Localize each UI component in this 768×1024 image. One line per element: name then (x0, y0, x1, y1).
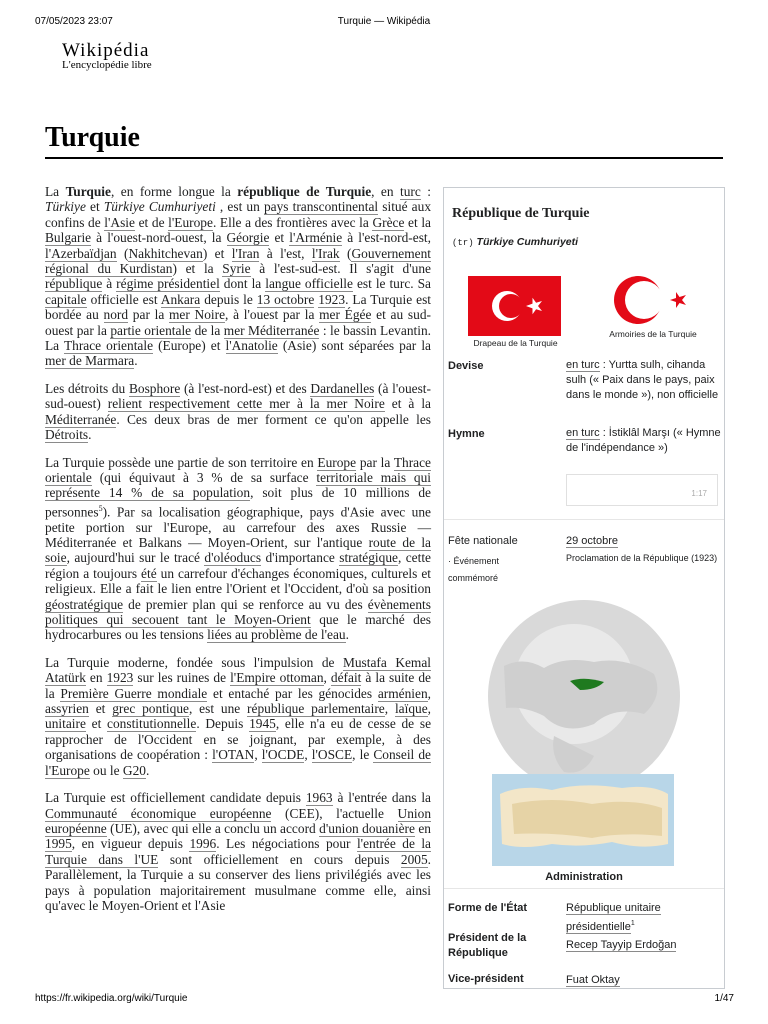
article-link[interactable]: Thrace orientale (45, 454, 431, 485)
article-text: en (414, 820, 431, 836)
article-text: ) et la (172, 261, 223, 277)
article-text: à (102, 276, 117, 292)
article-link[interactable]: Europe (317, 454, 357, 470)
article-text: . Parallèlement, la Turquie a su conserver des liens privilégiés avec les pays à population majoritairement musulmane comme elle, ainsi qu'avec le Moyen-Orient et l'Asie (45, 851, 432, 913)
article-link[interactable]: 1995 (45, 836, 72, 852)
article-link[interactable]: géostratégique (45, 596, 124, 612)
article-text: ou le (89, 762, 123, 778)
fete-value (566, 534, 722, 549)
hymne-value (566, 426, 722, 456)
article-text: (Asie) sont séparées par la (277, 338, 431, 354)
article-link[interactable]: d'oléoducs (204, 550, 262, 566)
article-link[interactable]: été (141, 565, 157, 581)
article-link[interactable]: Union européenne (45, 805, 432, 836)
article-link[interactable]: Communauté économique européenne (45, 805, 272, 821)
article-link[interactable]: l'OTAN (212, 747, 255, 763)
article-link[interactable]: constitutionnelle (107, 716, 197, 732)
president-link[interactable]: Recep Tayyip Erdoğan (566, 939, 677, 951)
forme-label: Forme de l'État (448, 902, 528, 914)
infobox-native-name (452, 236, 578, 248)
article-link[interactable]: l'Empire ottoman (230, 670, 324, 686)
article-link[interactable]: république (45, 276, 103, 292)
article-link[interactable]: 2005 (400, 851, 428, 867)
language-code[interactable]: (tr) (452, 238, 474, 248)
article-text: Türkiye Cumhuriyeti (103, 199, 216, 215)
article-link[interactable]: république parlementaire (247, 701, 385, 717)
article-link[interactable]: évènements politiques qui secouent tant le (45, 596, 431, 628)
article-link[interactable]: Géorgie (226, 230, 270, 246)
article-link[interactable]: Détroits (45, 427, 89, 443)
article-text: un carrefour d'échanges économiques, culturels et religieux. Elle a fait le lien entre l'Orient et l'Occident, d'où sa position (45, 565, 431, 597)
evenement-value: Proclamation de la République (1923) (566, 553, 718, 563)
article-text: , en vigueur depuis (71, 836, 190, 852)
article-text: d'importance (261, 550, 340, 566)
article-link[interactable]: pays transcontinental (263, 199, 379, 215)
article-link[interactable]: mer Égée (319, 307, 372, 323)
forme-footnote[interactable]: 1 (630, 920, 635, 927)
article-link[interactable]: Grèce (372, 214, 405, 230)
anthem-audio-player[interactable] (566, 474, 718, 506)
article-link[interactable]: Nakhitchevan (128, 245, 203, 261)
page-title: Turquie (45, 119, 723, 159)
article-text: en (85, 670, 107, 686)
article-link[interactable]: 1923 (106, 670, 134, 686)
vp-link[interactable]: Fuat Oktay (566, 974, 620, 986)
article-text: . Depuis (196, 716, 250, 732)
article-link[interactable]: route de la soie (45, 535, 431, 566)
article-link[interactable]: défait (330, 670, 362, 686)
article-link[interactable]: Méditerranée (45, 411, 117, 427)
article-text: . La Turquie est bordée au (45, 291, 432, 323)
article-link[interactable]: l'entrée de la Turquie dans l'UE (45, 836, 431, 867)
article-text: de la (191, 322, 224, 338)
article-text: , en forme longue la (110, 184, 238, 199)
article-link[interactable]: G20 (122, 762, 146, 778)
article-link[interactable]: 1963 (305, 790, 333, 806)
article-text: , (304, 747, 312, 763)
article-text: (qui équivaut à 3 % de sa surface (91, 469, 317, 485)
article-link[interactable]: capitale (45, 291, 87, 307)
article-link[interactable]: 1923 (318, 291, 346, 307)
article-text: , (254, 747, 262, 763)
wikipedia-tagline: L'encyclopédie libre (62, 59, 152, 71)
article-text: et la (404, 214, 431, 230)
article-text: depuis le (200, 291, 257, 307)
article-link[interactable]: Première Guerre mondiale (60, 685, 208, 701)
president-value (566, 938, 722, 953)
article-text: . (88, 427, 92, 443)
article-link[interactable]: 1945 (249, 716, 276, 732)
article-text: à l'entrée dans la (332, 790, 431, 806)
article-text: (à l'ouest-sud-ouest) (45, 380, 431, 412)
forme-link[interactable]: République unitaire présidentielle (566, 902, 661, 933)
article-link[interactable]: l'Iran (231, 245, 260, 261)
article-text: et à la (384, 396, 431, 412)
article-paragraph (45, 655, 431, 778)
hymne-text: : İstiklâl Marşı (« Hymne de l'indépendance ») (566, 427, 721, 454)
article-text: et de (134, 214, 169, 230)
article-link[interactable]: Bosphore (128, 380, 181, 396)
article-link[interactable]: Ankara (160, 291, 201, 307)
article-text: ( (116, 245, 129, 261)
article-text: , elle n'a eu de cesse de se rapprocher de l'Occident en se joignant, par exemple, à des organisations de coopération : (45, 716, 432, 763)
print-doc-title: Turquie — Wikipédia (337, 16, 431, 27)
article-text: , (384, 701, 395, 717)
arms-caption[interactable]: Armoiries de la Turquie (609, 329, 697, 339)
article-text: ) et (202, 245, 232, 261)
article-link[interactable]: liées au problème de l'eau (207, 627, 346, 643)
article-link[interactable]: 13 octobre (256, 291, 315, 307)
article-text: . Ces deux bras de mer forment ce qu'on appelle les (116, 411, 431, 427)
hymne-lang-link[interactable]: en turc (566, 427, 600, 439)
article-text: . Les négociations pour (216, 836, 357, 852)
article-text: à l'est, (259, 245, 312, 261)
article-text: ( (339, 245, 352, 261)
article-paragraph (45, 455, 431, 643)
devise-label: Devise (448, 360, 484, 372)
article-body (45, 184, 431, 925)
article-text: Türkiye (45, 199, 86, 215)
article-text: La Turquie est officiellement candidate depuis (45, 790, 306, 806)
article-link[interactable]: Mustafa Kemal Atatürk (45, 654, 432, 686)
article-link[interactable]: mer de Marmara (45, 353, 135, 369)
article-text: , à l'ouest par la (225, 307, 320, 323)
print-url: https://fr.wikipedia.org/wiki/Turquie (35, 993, 188, 1004)
article-text: , aujourd'hui sur le tracé (66, 550, 205, 566)
footnote-ref[interactable]: 5 (98, 503, 103, 513)
article-paragraph (45, 184, 431, 369)
article-text: que le marché des hydrocarbures ou les tensions (45, 612, 432, 643)
article-link[interactable]: l'OSCE (311, 747, 353, 763)
forme-value (566, 901, 722, 935)
article-link[interactable]: Syrie (222, 261, 251, 277)
audio-duration: 1:17 (691, 489, 707, 498)
flag-caption[interactable]: Drapeau de la Turquie (473, 338, 558, 348)
article-text: , (323, 670, 331, 686)
article-link[interactable]: Moyen-Orient (234, 612, 311, 628)
article-paragraph (45, 790, 431, 913)
article-link[interactable]: langue officielle (265, 276, 353, 292)
article-text: : (420, 184, 431, 199)
article-text: , cette région a toujours (45, 550, 431, 581)
article-link[interactable]: l'Europe (168, 214, 213, 230)
article-link[interactable]: nord (103, 307, 129, 323)
article-text: à l'est-sud-est. Il s'agit d'une (250, 261, 431, 277)
article-link[interactable]: Conseil de l'Europe (45, 747, 431, 778)
article-text: et entaché par les génocides (207, 685, 378, 701)
article-text: à l'ouest-nord-ouest, la (91, 230, 227, 246)
vp-label: Vice-président (448, 973, 524, 985)
article-link[interactable]: l'OCDE (261, 747, 305, 763)
article-text: Les détroits du (45, 380, 129, 396)
article-link[interactable]: unitaire (45, 716, 86, 732)
president-label: Président de la République (448, 932, 527, 959)
article-text: par la (128, 307, 170, 323)
article-text: et (269, 230, 290, 246)
article-text: et (85, 199, 104, 215)
article-link[interactable]: stratégique (339, 550, 398, 566)
article-link[interactable]: relient respectivement cette mer à la mer Noire (107, 396, 385, 412)
article-text: (à l'est-nord-est) et des (180, 380, 311, 396)
article-link[interactable]: arménien (377, 685, 428, 701)
article-text: . (345, 627, 349, 643)
vp-value (566, 973, 722, 988)
article-text: . Elle a des frontières avec la (212, 214, 373, 230)
article-text: ). Par sa localisation géographique, pays d'Asie avec une petite portion sur l'Europe, au carrefour des axes Russie — Méditerranée et Balkans — Moyen-Orient, sur l'antique (45, 504, 431, 550)
article-link[interactable]: Bulgarie (45, 230, 92, 246)
article-text: Turquie (65, 184, 111, 199)
article-text: et (85, 716, 108, 732)
article-text: , (427, 701, 432, 717)
article-paragraph (45, 381, 431, 443)
print-datetime: 07/05/2023 23:07 (35, 16, 113, 27)
administration-header: Administration (545, 871, 623, 883)
print-page-count: 1/47 (714, 993, 734, 1004)
fete-label: Fête nationale (448, 535, 518, 547)
article-link[interactable]: l'Irak (311, 245, 340, 261)
article-link[interactable]: assyrien (45, 701, 89, 717)
article-text: est le turc. Sa (352, 276, 431, 292)
article-text: , est un (215, 199, 264, 215)
article-text: La Turquie moderne, fondée sous l'impulsion de (45, 654, 343, 670)
article-link[interactable]: d'union douanière (319, 820, 415, 836)
article-link[interactable]: 1996 (189, 836, 217, 852)
wikipedia-logo[interactable]: Wikipédia (62, 40, 150, 61)
article-text: La (45, 184, 66, 199)
article-link[interactable]: l'Asie (104, 214, 135, 230)
turkey-flag-image[interactable] (468, 276, 561, 336)
article-link[interactable]: turc (400, 184, 421, 199)
orthographic-globe-map[interactable] (484, 596, 684, 796)
infobox-title: République de Turquie (452, 206, 590, 221)
article-link[interactable]: régime présidentiel (116, 276, 220, 292)
article-text: . (134, 353, 138, 369)
article-link[interactable]: Dardanelles (310, 380, 375, 396)
article-text: à l'est-nord-est, (342, 230, 431, 246)
hymne-label: Hymne (448, 428, 485, 440)
article-text: à la suite de la (45, 670, 432, 701)
article-link[interactable]: territoriale mais qui représente 14 % de sa population (45, 469, 431, 501)
devise-value (566, 358, 722, 403)
article-link[interactable]: mer Méditerranée (223, 322, 320, 338)
article-text: et au sud-ouest par la (45, 307, 431, 338)
coat-of-arms-image[interactable] (612, 274, 692, 330)
article-text: situé aux confins de (45, 199, 432, 230)
article-link[interactable]: Thrace orientale (63, 338, 154, 354)
article-text: : le bassin Levantin. La (45, 322, 431, 354)
article-text: dont la (219, 276, 266, 292)
article-link[interactable]: l'Azerbaïdjan (45, 245, 117, 261)
article-text: (Europe) et (153, 338, 226, 354)
article-text: officielle est (86, 291, 161, 307)
article-text: sur les ruines de (133, 670, 231, 686)
article-text: république de Turquie (237, 184, 372, 199)
article-text: et (88, 701, 113, 717)
article-text: par la (356, 454, 394, 470)
article-link[interactable]: l'Arménie (289, 230, 343, 246)
devise-text: : Yurtta sulh, cihanda sulh (« Paix dans le pays, paix dans le monde »), non officielle (566, 359, 719, 401)
article-link[interactable]: grec pontique (112, 701, 189, 717)
article-text: , soit plus de 10 millions de personnes (45, 485, 431, 520)
article-text: sont officiellement en cours depuis (158, 851, 401, 867)
article-link[interactable]: l'Anatolie (225, 338, 278, 354)
article-text: (UE), avec qui elle a conclu un accord (106, 820, 320, 836)
article-link[interactable]: partie orientale (110, 322, 192, 338)
article-text: , le (352, 747, 374, 763)
article-text: , est une (188, 701, 248, 717)
native-name-text: Türkiye Cumhuriyeti (476, 236, 579, 248)
article-text: (CEE), l'actuelle (271, 805, 398, 821)
turkey-location-map[interactable] (492, 774, 674, 866)
fete-link[interactable]: 29 octobre (566, 535, 618, 547)
article-text: , (427, 685, 432, 701)
article-link[interactable]: laïque (394, 701, 428, 717)
devise-lang-link[interactable]: en turc (566, 359, 600, 371)
country-infobox (443, 187, 725, 989)
article-text: La Turquie possède une partie de son territoire en (45, 454, 318, 470)
article-link[interactable]: Gouvernement régional du Kurdistan (45, 245, 432, 277)
article-text: de premier plan qui se renforce au vu des (123, 596, 368, 612)
article-link[interactable]: mer Noire (169, 307, 226, 323)
article-text: . (145, 762, 150, 778)
article-text: , en (371, 184, 401, 199)
evenement-label: · Événement commémoré (448, 556, 500, 583)
